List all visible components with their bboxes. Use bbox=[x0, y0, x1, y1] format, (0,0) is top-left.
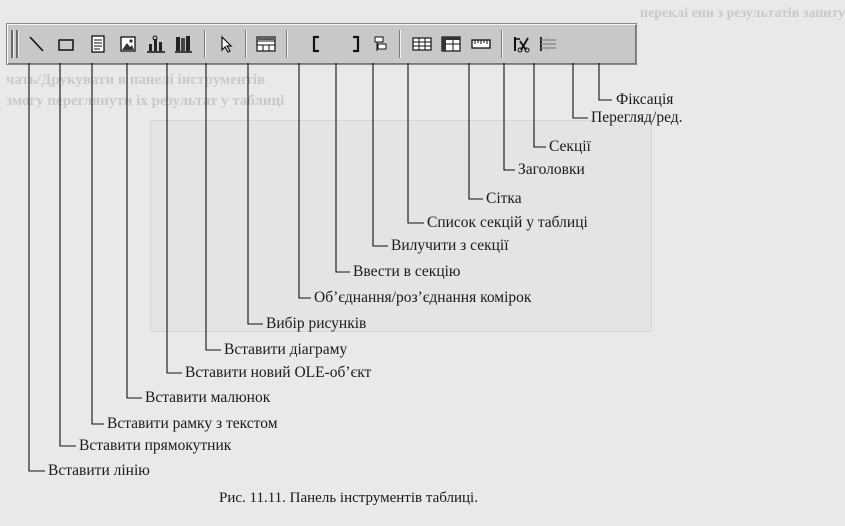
label-insert-picture: Вставити малюнок bbox=[145, 389, 271, 406]
leader-select-pictures bbox=[248, 63, 263, 324]
background-text-line-2: чать/Друкувати в панелі інструментів bbox=[6, 72, 266, 88]
leader-fixation bbox=[599, 63, 612, 100]
label-section-list: Список секцій у таблиці bbox=[427, 214, 588, 231]
label-fixation: Фіксація bbox=[616, 91, 674, 108]
label-headers: Заголовки bbox=[518, 161, 585, 178]
label-merge-cells: Об’єднання/роз’єднання комірок bbox=[314, 289, 532, 306]
background-text-line-3: змогу переглянути іх результат у таблиці bbox=[6, 93, 285, 109]
leader-insert-chart bbox=[206, 63, 221, 350]
label-select-pictures: Вибір рисунків bbox=[266, 315, 367, 332]
leader-insert-ole bbox=[167, 63, 182, 373]
label-exclude-section: Вилучити з секції bbox=[391, 237, 509, 254]
leader-merge-cells bbox=[299, 63, 311, 298]
label-insert-ole: Вставити новий OLE-об’єкт bbox=[185, 364, 372, 381]
leader-exclude-section bbox=[373, 63, 388, 246]
leader-section-list bbox=[408, 63, 424, 223]
leader-insert-picture bbox=[127, 63, 142, 398]
leader-insert-text-frame bbox=[92, 63, 104, 424]
label-sections: Секції bbox=[549, 138, 591, 155]
leader-view-edit bbox=[573, 63, 588, 118]
label-insert-text-frame: Вставити рамку з текстом bbox=[107, 415, 278, 432]
label-view-edit: Перегляд/ред. bbox=[591, 109, 683, 126]
label-grid: Сітка bbox=[486, 190, 522, 207]
leader-headers bbox=[504, 63, 515, 170]
leader-grid bbox=[469, 63, 483, 199]
label-insert-rectangle: Вставити прямокутник bbox=[79, 437, 232, 454]
label-insert-chart: Вставити діаграму bbox=[224, 341, 348, 358]
leader-insert-rectangle bbox=[60, 63, 76, 446]
leader-insert-line bbox=[29, 63, 45, 471]
background-text-line-1: переклі енн з результатів запиту bbox=[640, 6, 845, 21]
figure-caption: Рис. 11.11. Панель інструментів таблиці. bbox=[219, 490, 478, 506]
leader-sections bbox=[534, 63, 546, 147]
label-enter-section: Ввести в секцію bbox=[353, 263, 461, 280]
leader-enter-section bbox=[336, 63, 350, 272]
label-insert-line: Вставити лінію bbox=[48, 462, 150, 479]
